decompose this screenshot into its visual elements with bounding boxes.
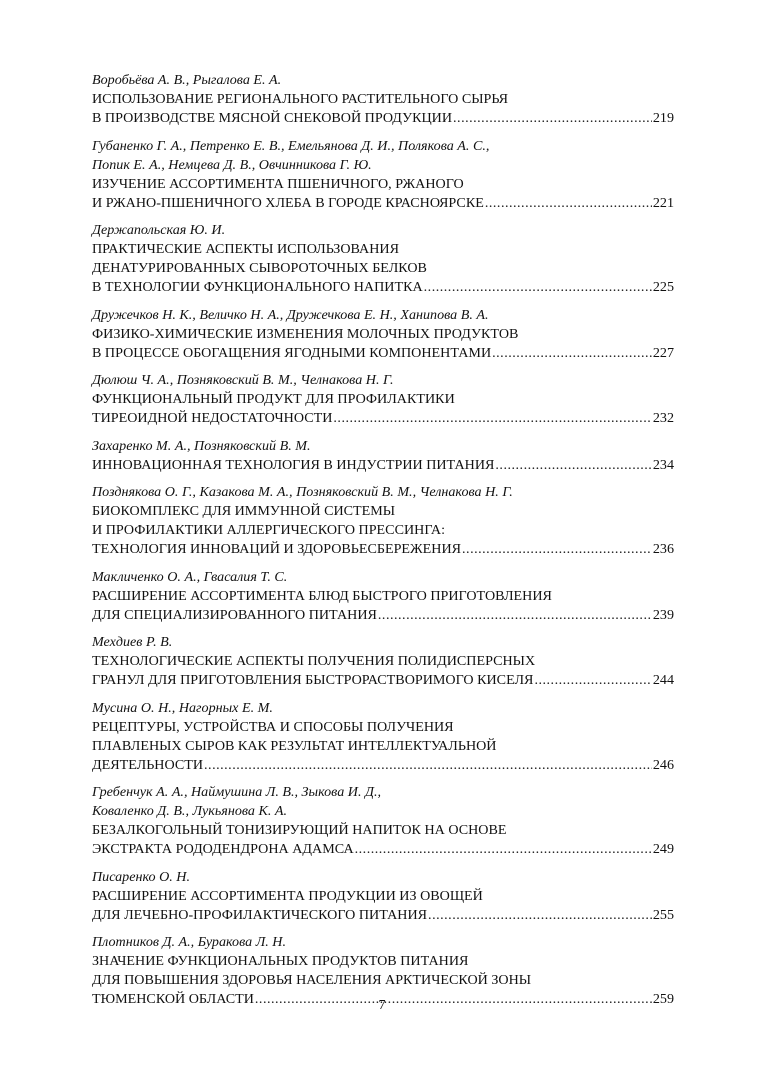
dot-leader xyxy=(355,840,652,859)
entry-authors: Писаренко О. Н. xyxy=(92,868,191,885)
entry-title-line: ДЛЯ ПОВЫШЕНИЯ ЗДОРОВЬЯ НАСЕЛЕНИЯ АРКТИЧЕСКОЙ ЗОНЫ xyxy=(92,972,532,988)
entry-title-line: ЗНАЧЕНИЕ ФУНКЦИОНАЛЬНЫХ ПРОДУКТОВ ПИТАНИЯ xyxy=(92,953,469,969)
entry-title-line: ФУНКЦИОНАЛЬНЫЙ ПРОДУКТ ДЛЯ ПРОФИЛАКТИКИ xyxy=(92,391,455,407)
entry-authors: Коваленко Д. В., Лукьянова К. А. xyxy=(92,803,288,819)
entry-title xyxy=(92,821,674,859)
entry-title-last-line xyxy=(92,194,674,213)
dot-leader xyxy=(495,456,651,475)
entry-page-number: 244 xyxy=(652,672,674,688)
entry-page-number: 246 xyxy=(652,756,674,773)
toc-entry xyxy=(92,568,674,625)
entry-title-last-line xyxy=(92,344,674,363)
entry-title xyxy=(92,90,674,128)
entry-title xyxy=(92,240,674,297)
entry-title-line: ДЕЯТЕЛЬНОСТИ xyxy=(92,756,204,773)
toc-entry xyxy=(92,783,674,859)
entry-title-line: ПРАКТИЧЕСКИЕ АСПЕКТЫ ИСПОЛЬЗОВАНИЯ xyxy=(92,241,399,257)
entry-page-number: 239 xyxy=(652,606,674,623)
dot-leader xyxy=(462,540,652,559)
dot-leader xyxy=(485,194,652,213)
entry-title xyxy=(92,502,674,559)
entry-title-line: ИСПОЛЬЗОВАНИЕ РЕГИОНАЛЬНОГО РАСТИТЕЛЬНОГО СЫРЬЯ xyxy=(92,91,509,107)
entry-title-line: РАСШИРЕНИЕ АССОРТИМЕНТА ПРОДУКЦИИ ИЗ ОВОЩЕЙ xyxy=(92,887,483,904)
entry-title-line: ТЮМЕНСКОЙ ОБЛАСТИ xyxy=(92,991,254,1007)
entry-title-line: И РЖАНО-ПШЕНИЧНОГО ХЛЕБА В ГОРОДЕ КРАСНОЯРСКЕ xyxy=(92,194,484,211)
entry-title-last-line xyxy=(92,540,674,559)
toc-entry xyxy=(92,137,674,213)
toc-entry xyxy=(92,71,674,128)
entry-title-last-line xyxy=(92,906,674,925)
dot-leader xyxy=(333,409,651,428)
entry-title-line: ФИЗИКО-ХИМИЧЕСКИЕ ИЗМЕНЕНИЯ МОЛОЧНЫХ ПРОДУКТОВ xyxy=(92,325,519,342)
entry-authors: Позднякова О. Г., Казакова М. А., Позняковский В. М., Челнакова Н. Г. xyxy=(92,484,513,500)
entry-title-line: ИЗУЧЕНИЕ АССОРТИМЕНТА ПШЕНИЧНОГО, РЖАНОГО xyxy=(92,175,464,192)
toc-entry xyxy=(92,483,674,559)
entry-authors: Захаренко М. А., Позняковский В. М. xyxy=(92,437,311,454)
entry-title xyxy=(92,718,674,775)
entry-title-line: ПЛАВЛЕНЫХ СЫРОВ КАК РЕЗУЛЬТАТ ИНТЕЛЛЕКТУАЛЬНОЙ xyxy=(92,737,497,754)
entry-authors: Мехдиев Р. В. xyxy=(92,634,173,650)
entry-title-line: БИОКОМПЛЕКС ДЛЯ ИММУННОЙ СИСТЕМЫ xyxy=(92,503,396,519)
entry-page-number: 219 xyxy=(652,110,674,126)
entry-title-line: В ПРОИЗВОДСТВЕ МЯСНОЙ СНЕКОВОЙ ПРОДУКЦИИ xyxy=(92,110,453,126)
entry-title-line: РАСШИРЕНИЕ АССОРТИМЕНТА БЛЮД БЫСТРОГО ПРИГОТОВЛЕНИЯ xyxy=(92,587,552,604)
entry-title-line: РЕЦЕПТУРЫ, УСТРОЙСТВА И СПОСОБЫ ПОЛУЧЕНИЯ xyxy=(92,718,454,735)
entry-authors: Держапольская Ю. И. xyxy=(92,222,226,238)
entry-authors: Дружечков Н. К., Величко Н. А., Дружечкова Е. Н., Ханипова В. А. xyxy=(92,306,489,323)
toc-entry xyxy=(92,306,674,363)
entry-authors: Макличенко О. А., Гвасалия Т. С. xyxy=(92,568,288,585)
entry-title-line: ЭКСТРАКТА РОДОДЕНДРОНА АДАМСА xyxy=(92,841,354,857)
toc-entry xyxy=(92,633,674,690)
entry-title-last-line xyxy=(92,109,674,128)
entry-authors: Губаненко Г. А., Петренко Е. В., Емельянова Д. И., Полякова А. С., xyxy=(92,137,490,154)
entry-page-number: 234 xyxy=(652,456,674,473)
toc-entry xyxy=(92,221,674,297)
entry-title-last-line xyxy=(92,606,674,625)
entry-page-number: 227 xyxy=(652,344,674,361)
entry-page-number: 255 xyxy=(652,906,674,923)
entry-title-line: В ПРОЦЕССЕ ОБОГАЩЕНИЯ ЯГОДНЫМИ КОМПОНЕНТАМИ xyxy=(92,344,492,361)
entry-title-line: В ТЕХНОЛОГИИ ФУНКЦИОНАЛЬНОГО НАПИТКА xyxy=(92,279,423,295)
dot-leader xyxy=(204,756,652,775)
entry-authors: Гребенчук А. А., Наймушина Л. В., Зыкова И. Д., xyxy=(92,784,382,800)
dot-leader xyxy=(424,278,652,297)
entry-title xyxy=(92,652,674,690)
dot-leader xyxy=(534,671,651,690)
entry-page-number: 259 xyxy=(652,991,674,1007)
entry-title-line: ДЛЯ ЛЕЧЕБНО-ПРОФИЛАКТИЧЕСКОГО ПИТАНИЯ xyxy=(92,906,428,923)
entry-title xyxy=(92,390,674,428)
entry-authors: Мусина О. Н., Нагорных Е. М. xyxy=(92,699,273,716)
entry-title-line: ГРАНУЛ ДЛЯ ПРИГОТОВЛЕНИЯ БЫСТРОРАСТВОРИМОГО КИСЕЛЯ xyxy=(92,672,534,688)
entry-page-number: 232 xyxy=(652,410,674,426)
entry-title-line: ТЕХНОЛОГИЯ ИННОВАЦИЙ И ЗДОРОВЬЕСБЕРЕЖЕНИЯ xyxy=(92,541,462,557)
table-of-contents xyxy=(92,71,674,1018)
entry-title xyxy=(92,175,674,213)
entry-title-line: ДЕНАТУРИРОВАННЫХ СЫВОРОТОЧНЫХ БЕЛКОВ xyxy=(92,260,427,276)
entry-title-last-line xyxy=(92,278,674,297)
toc-entry xyxy=(92,868,674,925)
entry-title-last-line xyxy=(92,671,674,690)
entry-title-line: ТЕХНОЛОГИЧЕСКИЕ АСПЕКТЫ ПОЛУЧЕНИЯ ПОЛИДИСПЕРСНЫХ xyxy=(92,653,536,669)
entry-page-number: 236 xyxy=(652,541,674,557)
entry-page-number: 221 xyxy=(652,194,674,211)
entry-title-line: ДЛЯ СПЕЦИАЛИЗИРОВАННОГО ПИТАНИЯ xyxy=(92,606,377,623)
dot-leader xyxy=(492,344,652,363)
entry-title xyxy=(92,325,674,363)
entry-title-line: ТИРЕОИДНОЙ НЕДОСТАТОЧНОСТИ xyxy=(92,410,333,426)
entry-title-line: И ПРОФИЛАКТИКИ АЛЛЕРГИЧЕСКОГО ПРЕССИНГА: xyxy=(92,522,446,538)
entry-title-last-line xyxy=(92,456,674,475)
entry-title-last-line xyxy=(92,756,674,775)
toc-entry xyxy=(92,699,674,775)
entry-authors: Плотников Д. А., Буракова Л. Н. xyxy=(92,934,286,950)
entry-title-line: БЕЗАЛКОГОЛЬНЫЙ ТОНИЗИРУЮЩИЙ НАПИТОК НА ОСНОВЕ xyxy=(92,822,507,838)
entry-title xyxy=(92,887,674,925)
entry-page-number: 249 xyxy=(652,841,674,857)
dot-leader xyxy=(428,906,652,925)
entry-title-line: ИННОВАЦИОННАЯ ТЕХНОЛОГИЯ В ИНДУСТРИИ ПИТАНИЯ xyxy=(92,456,495,473)
dot-leader xyxy=(378,606,652,625)
page-number: 7 xyxy=(378,998,386,1013)
entry-authors: Дюлюш Ч. А., Позняковский В. М., Челнакова Н. Г. xyxy=(92,372,394,388)
toc-entry xyxy=(92,371,674,428)
entry-authors: Попик Е. А., Немцева Д. В., Овчинникова Г. Ю. xyxy=(92,156,372,173)
entry-page-number: 225 xyxy=(652,279,674,295)
entry-title xyxy=(92,587,674,625)
dot-leader xyxy=(453,109,652,128)
toc-entry xyxy=(92,437,674,475)
entry-authors: Воробьёва А. В., Рыгалова Е. А. xyxy=(92,72,282,88)
entry-title xyxy=(92,456,674,475)
entry-title-last-line xyxy=(92,840,674,859)
entry-title-last-line xyxy=(92,409,674,428)
